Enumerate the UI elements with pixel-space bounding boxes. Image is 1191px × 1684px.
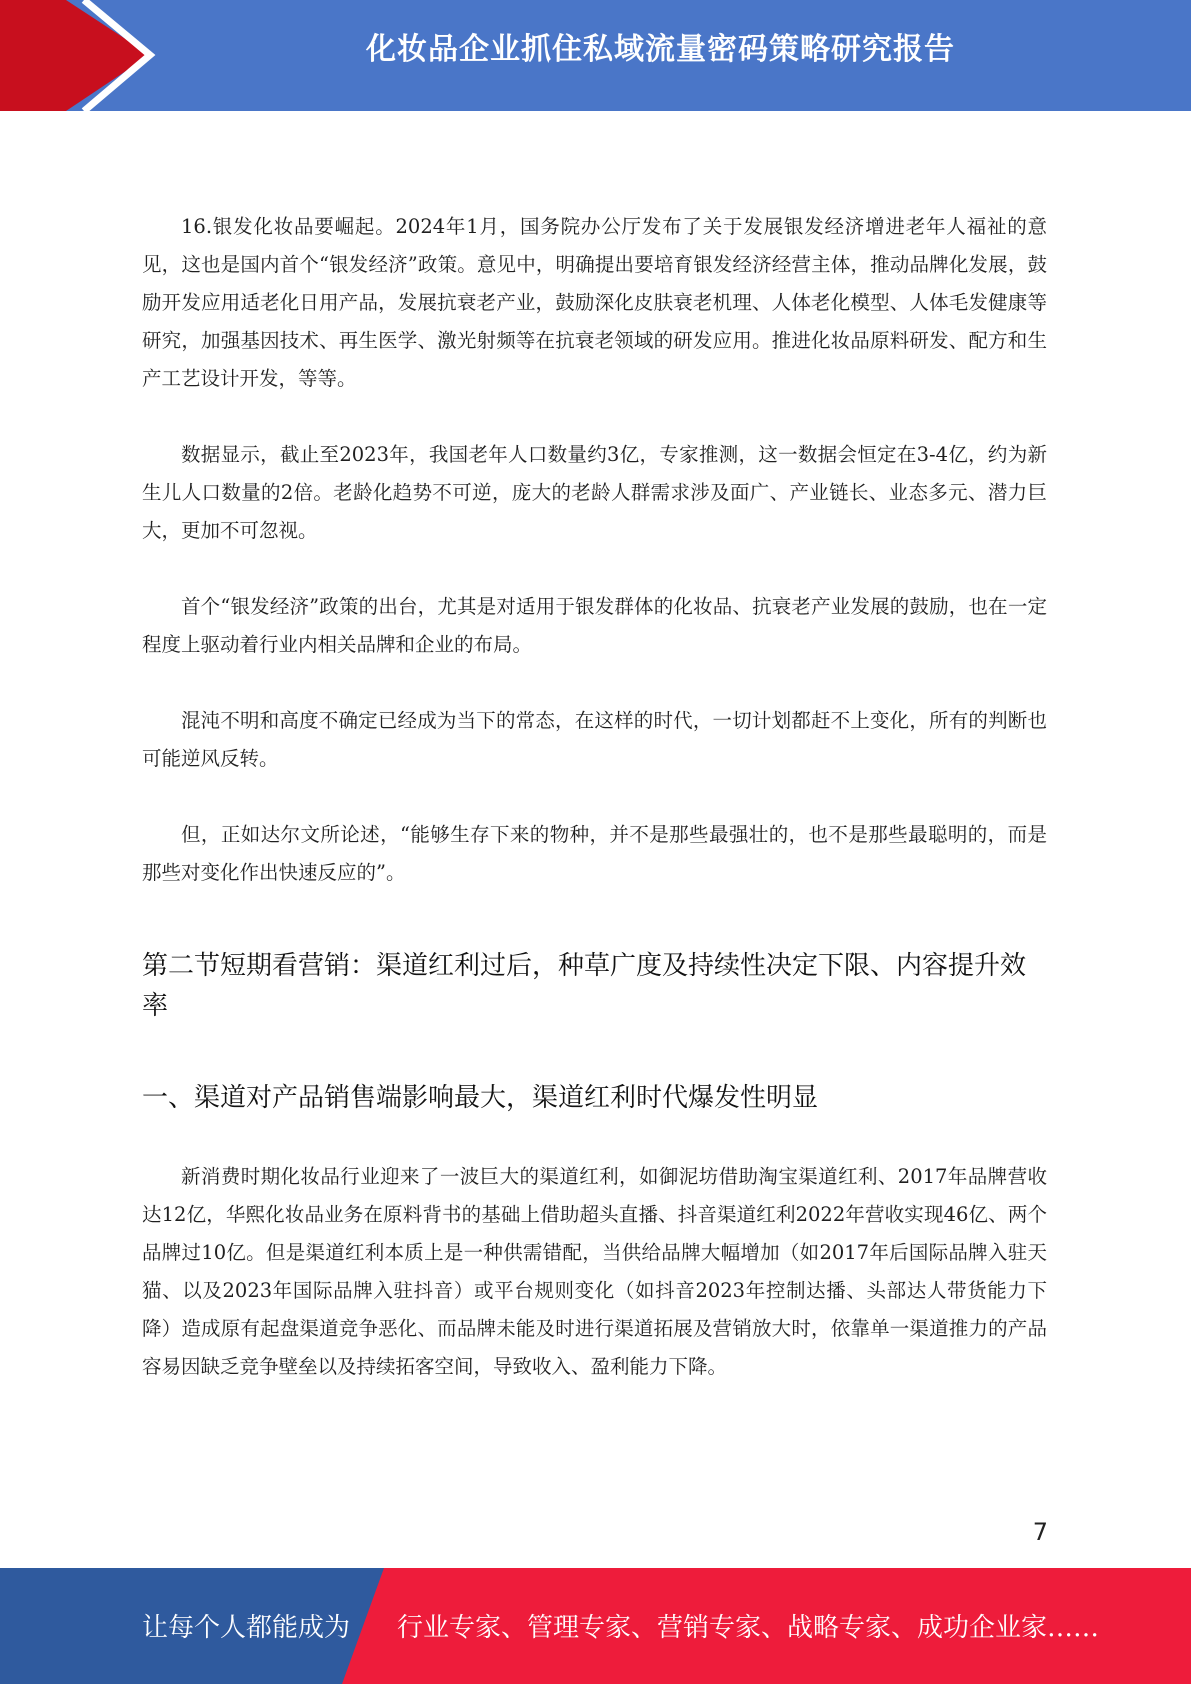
paragraph-elderly-population: 数据显示，截止至2023年，我国老年人口数量约3亿，专家推测，这一数据会恒定在3-4亿，约为新生儿人口数量的2倍。老龄化趋势不可逆，庞大的老龄人群需求涉及面广、产业链长、业态多元、潜力巨大，更加不可忽视。 [142,443,1047,542]
footer-slogan-right: 行业专家、管理专家、营销专家、战略专家、成功企业家…… [397,1613,1100,1643]
paragraph-darwin-quote: 但，正如达尔文所论述，“能够生存下来的物种，并不是那些最强壮的，也不是那些最聪明的，而是那些对变化作出快速反应的”。 [142,823,1047,884]
subsection-title: 一、渠道对产品销售端影响最大，渠道红利时代爆发性明显 [142,1083,819,1113]
paragraph-channel-dividend: 新消费时期化妆品行业迎来了一波巨大的渠道红利，如御泥坊借助淘宝渠道红利、2017年品牌营收达12亿，华熙化妆品业务在原料背书的基础上借助超头直播、抖音渠道红利2022年营收实现46亿、两个品牌过10亿。但是渠道红利本质上是一种供需错配，当供给品牌大幅增加（如2017年后国际品牌入驻天猫、以及2023年国际品牌入驻抖音）或平台规则变化（如抖音2023年控制达播、头部达人带货能力下降）造成原有起盘渠道竞争恶化、而品牌未能及时进行渠道拓展及营销放大时，依靠单一渠道推力的产品容易因缺乏竞争壁垒以及持续拓客空间，导致收入、盈利能力下降。 [142,1165,1047,1378]
document-body [142,208,1047,1424]
paragraph-silver-cosmetics: 16.银发化妆品要崛起。2024年1月，国务院办公厅发布了关于发展银发经济增进老年人福祉的意见，这也是国内首个“银发经济”政策。意见中，明确提出要培育银发经济经营主体，推动品牌化发展，鼓励开发应用适老化日用产品，发展抗衰老产业，鼓励深化皮肤衰老机理、人体老化模型、人体毛发健康等研究，加强基因技术、再生医学、激光射频等在抗衰老领域的研发应用。推进化妆品原料研发、配方和生产工艺设计开发，等等。 [142,215,1047,390]
arrow-shape [0,0,150,111]
arrow-logo-icon [0,0,160,111]
header-banner [0,0,1191,111]
page-number: 7 [1032,1518,1048,1546]
footer-slogan-left: 让每个人都能成为 [142,1613,351,1643]
report-title: 化妆品企业抓住私域流量密码策略研究报告 [366,32,955,67]
section-title: 第二节短期看营销：渠道红利过后，种草广度及持续性决定下限、内容提升效率 [142,951,1027,1021]
paragraph-uncertainty: 混沌不明和高度不确定已经成为当下的常态，在这样的时代，一切计划都赶不上变化，所有的判断也可能逆风反转。 [142,709,1047,770]
paragraph-policy-impact: 首个“银发经济”政策的出台，尤其是对适用于银发群体的化妆品、抗衰老产业发展的鼓励，也在一定程度上驱动着行业内相关品牌和企业的布局。 [142,595,1047,656]
footer-banner [0,1568,1191,1684]
